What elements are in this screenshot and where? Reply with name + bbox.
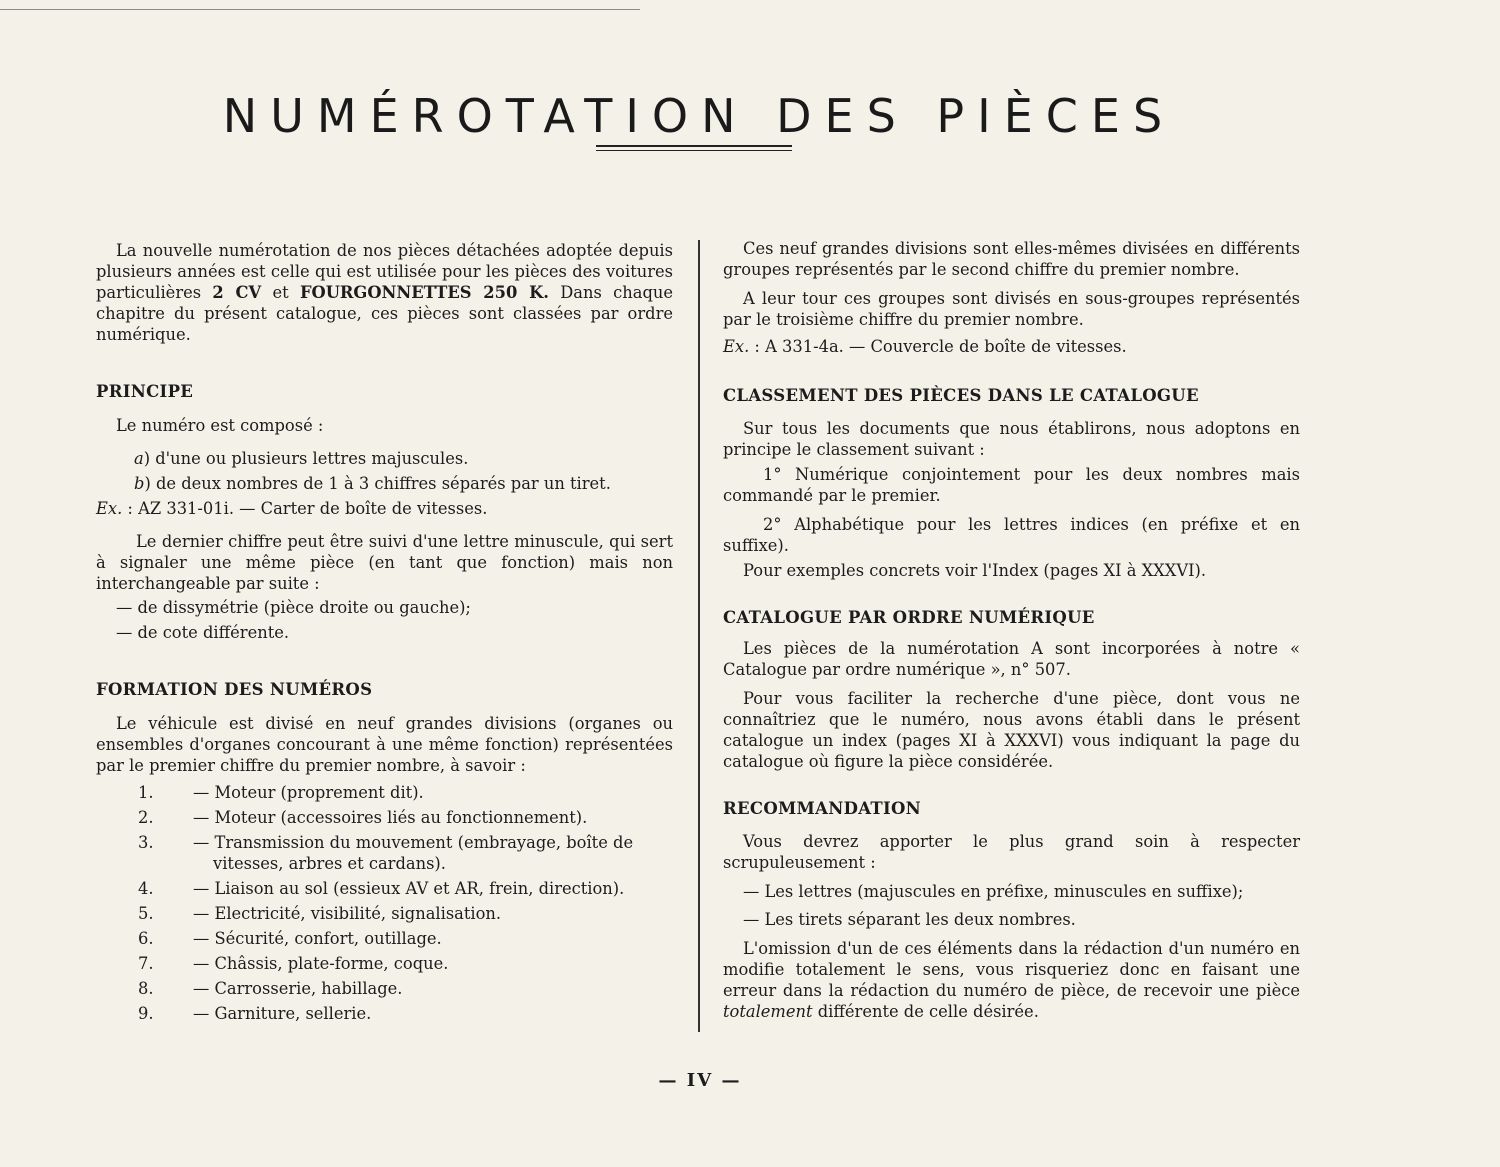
division-label: — Moteur (accessoires liés au fonctionnement). [193,808,588,827]
section-heading-catalogue: CATALOGUE PAR ORDRE NUMÉRIQUE [723,608,1095,627]
catalogue-p1: Les pièces de la numérotation A sont incorporées à notre « Catalogue par ordre numérique », n° 507. [723,639,1300,679]
classement-lead: Sur tous les documents que nous établirons, nous adoptons en principe le classement suivant : [723,419,1300,459]
section-heading-principe: PRINCIPE [96,382,194,401]
column-divider [698,240,700,1032]
division-label: — Châssis, plate-forme, coque. [193,954,449,973]
catalogue-p2: Pour vous faciliter la recherche d'une pièce, dont vous ne connaîtriez que le numéro, nous avons établi dans le présent catalogue un index (pages XI à XXXVI) vous indiquant la page du catalogue où figure la pièce considérée. [723,689,1300,771]
division-item [96,928,673,949]
division-item [96,878,673,899]
division-number: 4. [138,879,154,898]
principe-example: Ex. : AZ 331-01i. — Carter de boîte de vitesses. [96,499,488,518]
principe-item-a: a) d'une ou plusieurs lettres majuscules. [134,449,469,468]
formation-lead: Le véhicule est divisé en neuf grandes divisions (organes ou ensembles d'organes concourant à une même fonction) représentées par le premier chiffre du premier nombre, à savoir : [96,714,673,775]
intro-paragraph: La nouvelle numérotation de nos pièces détachées adoptée depuis plusieurs années est celle qui est utilisée pour les pièces des voitures particulières 2 CV et FOURGONNETTES 250 K. Dans chaque chapitre du présent catalogue, ces pièces sont classées par ordre numérique. [96,241,674,344]
recommandation-lead: Vous devrez apporter le plus grand soin à respecter scrupuleusement : [723,832,1300,872]
classement-numeric: 1° Numérique conjointement pour les deux nombres mais commandé par le premier. [723,465,1300,505]
division-item [96,903,673,924]
principe-last-digit: Le dernier chiffre peut être suivi d'une lettre minuscule, qui sert à signaler une même pièce (en tant que fonction) mais non interchangeable par suite : [96,532,673,593]
division-number: 5. [138,904,154,923]
division-item [96,978,673,999]
division-number: 9. [138,1004,154,1023]
division-number: 3. [138,833,154,852]
division-label: — Electricité, visibilité, signalisation. [193,904,502,923]
division-label: — Garniture, sellerie. [193,1004,372,1023]
division-label-continued: vitesses, arbres et cardans). [213,854,446,873]
division-label: — Liaison au sol (essieux AV et AR, frein, direction). [193,879,625,898]
division-number: 2. [138,808,154,827]
division-number: 8. [138,979,154,998]
division-item [96,807,673,828]
right-column [723,238,1300,1022]
principe-item-b: b) de deux nombres de 1 à 3 chiffres séparés par un tiret. [134,474,611,493]
section-heading-recommandation: RECOMMANDATION [723,799,922,818]
top-edge-rule [0,9,640,10]
classement-alpha: 2° Alphabétique pour les lettres indices (en préfixe et en suffixe). [723,515,1300,555]
left-column [96,240,673,1028]
divisions-list [96,782,673,1024]
title-underline [596,145,792,151]
division-label: — Transmission du mouvement (embrayage, boîte de [193,833,634,852]
division-number: 7. [138,954,154,973]
groups-paragraph: Ces neuf grandes divisions sont elles-mêmes divisées en différents groupes représentés par le second chiffre du premier nombre. [723,239,1300,279]
page-title: NUMÉROTATION DES PIÈCES [222,88,1176,143]
subgroups-example: Ex. : A 331-4a. — Couvercle de boîte de vitesses. [723,337,1127,356]
model-fourgonnettes: FOURGONNETTES 250 K. [299,283,549,302]
division-number: 1. [138,783,154,802]
principe-lead: Le numéro est composé : [116,416,324,435]
division-item [96,1003,673,1024]
division-item [96,782,673,803]
division-label: — Sécurité, confort, outillage. [193,929,442,948]
division-label: — Carrosserie, habillage. [193,979,403,998]
division-number: 6. [138,929,154,948]
section-heading-formation: FORMATION DES NUMÉROS [96,680,373,699]
recommandation-dash-2: — Les tirets séparant les deux nombres. [743,910,1076,929]
recommandation-omission: L'omission d'un de ces éléments dans la rédaction d'un numéro en modifie totalement le sens, vous risqueriez donc en faisant une erreur dans la rédaction du numéro de pièce, de recevoir une pièce totalement différente de celle désirée. [723,939,1300,1021]
recommandation-dash-1: — Les lettres (majuscules en préfixe, minuscules en suffixe); [743,882,1244,901]
principe-dash-2: — de cote différente. [116,623,290,642]
model-2cv: 2 CV [212,283,262,302]
section-heading-classement: CLASSEMENT DES PIÈCES DANS LE CATALOGUE [723,386,1199,405]
division-item [96,953,673,974]
subgroups-paragraph: A leur tour ces groupes sont divisés en sous-groupes représentés par le troisième chiffre du premier nombre. [723,289,1300,329]
page-number: — IV — [658,1070,742,1091]
principe-dash-1: — de dissymétrie (pièce droite ou gauche); [116,598,471,617]
division-label: — Moteur (proprement dit). [193,783,424,802]
classement-examples: Pour exemples concrets voir l'Index (pages XI à XXXVI). [743,561,1207,580]
division-item [96,832,673,874]
